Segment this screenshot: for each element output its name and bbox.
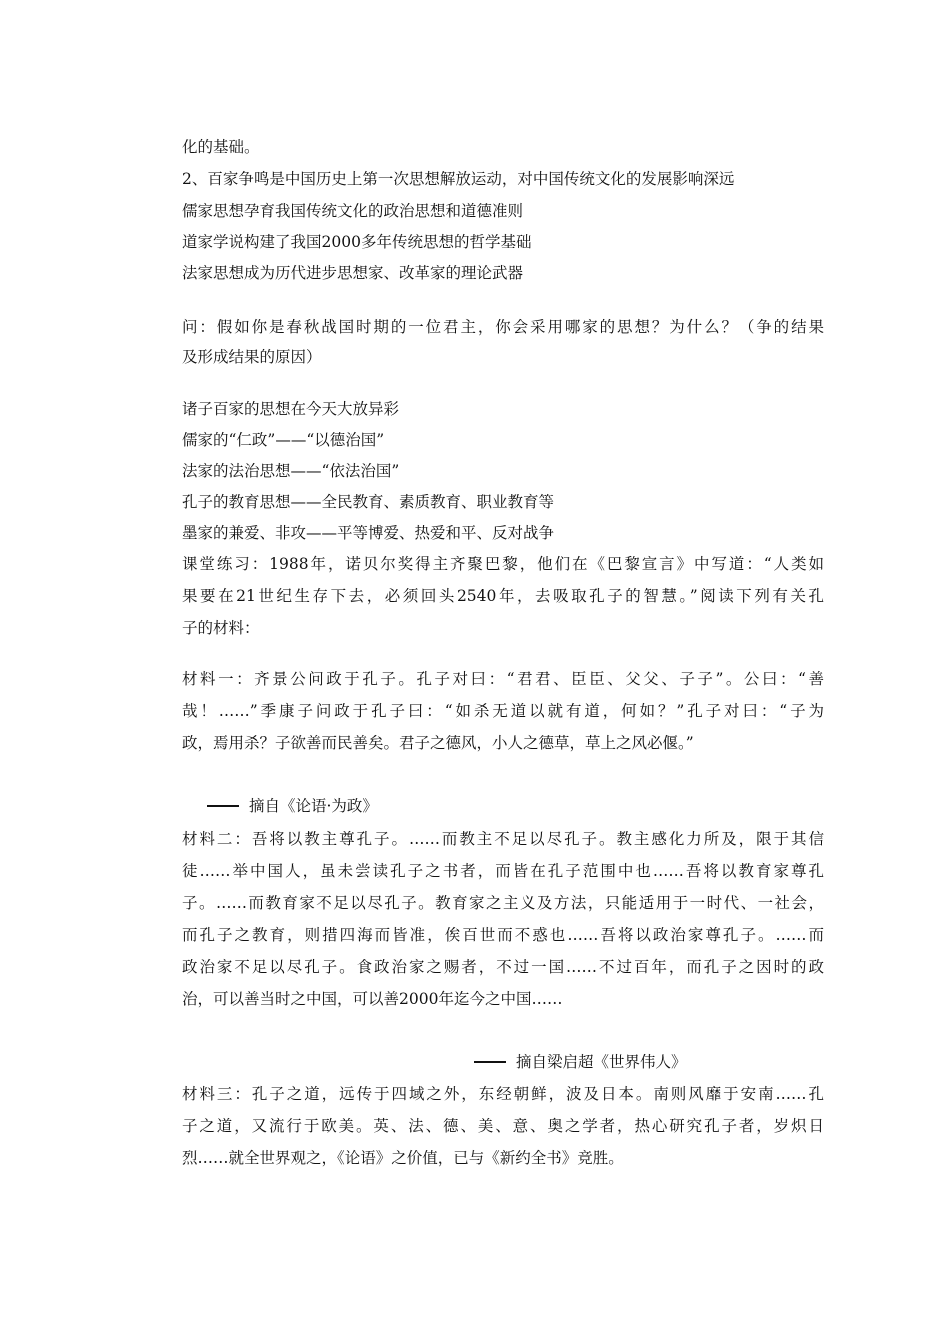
text-line: 诸子百家的思想在今天大放异彩: [182, 400, 400, 418]
text-line: 儒家的“仁政”——“以德治国”: [182, 431, 385, 449]
citation-text: 摘自梁启超《世界伟人》: [516, 1053, 687, 1071]
text-line: 材料二：吾将以教主尊孔子。……而教主不足以尽孔子。教主感化力所及，限于其信: [182, 830, 824, 848]
text-line: 及形成结果的原因）: [182, 348, 322, 366]
text-line: 问：假如你是春秋战国时期的一位君主，你会采用哪家的思想？为什么？（争的结果: [182, 318, 824, 336]
text-line: 法家的法治思想——“依法治国”: [182, 462, 400, 480]
text-line: 治，可以善当时之中国，可以善2000年迄今之中国……: [182, 990, 563, 1008]
text-line: 材料一：齐景公问政于孔子。孔子对曰：“君君、臣臣、父父、子子”。公曰：“善: [182, 670, 824, 688]
citation-line: [207, 796, 378, 816]
text-line: 道家学说构建了我国2000多年传统思想的哲学基础: [182, 233, 532, 251]
text-line: 儒家思想孕育我国传统文化的政治思想和道德准则: [182, 202, 524, 220]
text-line: 2、百家争鸣是中国历史上第一次思想解放运动，对中国传统文化的发展影响深远: [182, 170, 735, 188]
text-line: 课堂练习：1988年，诺贝尔奖得主齐聚巴黎，他们在《巴黎宣言》中写道：“人类如: [182, 555, 824, 573]
citation-text: 摘自《论语·为政》: [249, 797, 378, 815]
text-line: 而孔子之教育，则措四海而皆准，俟百世而不惑也……吾将以政治家尊孔子。……而: [182, 926, 824, 944]
text-line: 哉！……”季康子问政于孔子曰：“如杀无道以就有道，何如？”孔子对曰：“子为: [182, 702, 824, 720]
text-line: 徒……举中国人，虽未尝读孔子之书者，而皆在孔子范围中也……吾将以教育家尊孔: [182, 862, 824, 880]
text-line: 子之道，又流行于欧美。英、法、德、美、意、奥之学者，热心研究孔子者，岁炽日: [182, 1117, 824, 1135]
text-line: 政治家不足以尽孔子。食政治家之赐者，不过一国……不过百年，而孔子之因时的政: [182, 958, 824, 976]
citation-line: [474, 1052, 687, 1072]
text-line: 孔子的教育思想——全民教育、素质教育、职业教育等: [182, 493, 555, 511]
text-line: 材料三：孔子之道，远传于四域之外，东经朝鲜，波及日本。南则风靡于安南……孔: [182, 1085, 824, 1103]
text-line: 子。……而教育家不足以尽孔子。教育家之主义及方法，只能适用于一时代、一社会，: [182, 894, 824, 912]
text-line: 烈……就全世界观之，《论语》之价值，已与《新约全书》竞胜。: [182, 1149, 624, 1167]
text-line: 墨家的兼爱、非攻——平等博爱、热爱和平、反对战争: [182, 524, 555, 542]
text-line: 果要在21世纪生存下去，必须回头2540年，去吸取孔子的智慧。”阅读下列有关孔: [182, 587, 824, 605]
text-line: 化的基础。: [182, 138, 260, 156]
text-line: 法家思想成为历代进步思想家、改革家的理论武器: [182, 264, 524, 282]
dash-mark: [207, 805, 239, 807]
dash-mark: [474, 1061, 506, 1063]
text-line: 子的材料：: [182, 619, 260, 637]
text-line: 政，焉用杀？子欲善而民善矣。君子之德风，小人之德草，草上之风必偃。”: [182, 734, 694, 752]
